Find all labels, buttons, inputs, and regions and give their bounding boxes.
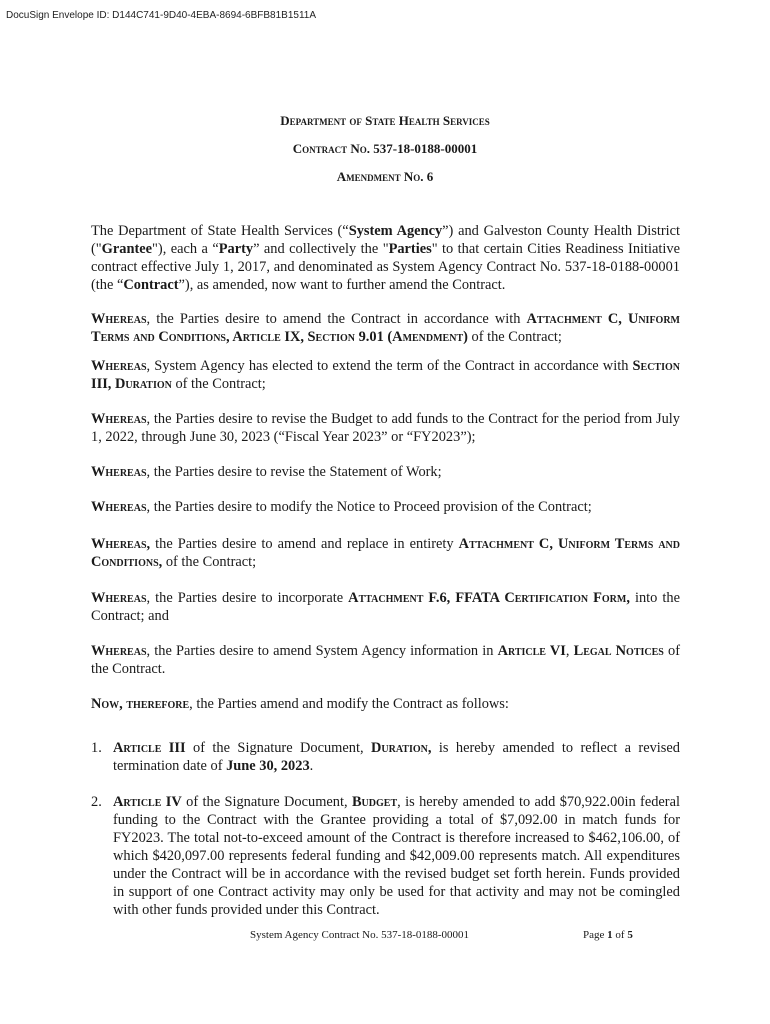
whereas-label: Whereas [91,411,147,427]
whereas-label: Whereas [91,643,147,659]
item-1-date: June 30, 2023 [226,758,310,774]
item-2-text-2: , is hereby amended to add $70,922.00in federal funding to the Contract with the Grantee providing a total of $7,092.00 in match funds for FY2023. The total not-to-exceed amount of the Contract is therefore increased to $462,106.00, of which $420,097.00 represents federal funding and $42,009.00 represents match. All expenditures under the Contract will be in accordance with the revised budget set forth herein. Funds provided in support of one Contract activity may only be used for that activity and may not be comingled with other funds provided under this Contract. [113,794,680,918]
item-number: 1. [91,740,102,756]
whereas-label: Whereas [91,464,147,480]
term-contract: Contract [123,277,179,293]
whereas-5 [91,498,680,516]
whereas-1 [91,310,680,346]
now-therefore-paragraph [91,695,680,713]
term-parties: Parties [388,241,432,257]
whereas-1-tail: of the Contract; [467,329,562,345]
intro-text-1: The Department of State Health Services (“ [91,223,349,239]
whereas-4 [91,463,680,481]
amendment-number-title: Amendment No. 6 [336,169,434,184]
whereas-6-tail: of the Contract; [162,554,257,570]
now-therefore-text: , the Parties amend and modify the Contract as follows: [189,696,509,712]
whereas-2-tail: of the Contract; [171,376,266,392]
whereas-8-separator: , [565,643,574,659]
whereas-label: Whereas [91,311,147,327]
item-body [113,793,680,919]
whereas-8-tail: of the Contract. [91,643,680,677]
whereas-8-text: , the Parties desire to amend System Agency information in [146,643,498,659]
page-current: 1 [607,929,613,941]
whereas-2 [91,357,680,393]
whereas-2-reference: Section III, Duration [91,358,680,392]
whereas-4-text: , the Parties desire to revise the Statement of Work; [146,464,442,480]
footer-page-number [583,929,633,941]
whereas-6-reference: Attachment C, Uniform Terms and Conditions, [91,536,680,570]
whereas-label: Whereas [91,358,147,374]
whereas-7-tail: into the Contract; and [91,590,680,624]
contract-number-text: Contract No. 537-18-0188-00001 [292,141,478,156]
amendment-item-1 [91,739,680,775]
whereas-7-text: , the Parties desire to incorporate [146,590,349,606]
whereas-1-text: , the Parties desire to amend the Contract in accordance with [146,311,527,327]
page-of: of [612,929,628,941]
department-title: Department of State Health Services [280,113,490,128]
whereas-8 [91,642,680,678]
item-number: 2. [91,794,102,810]
whereas-3 [91,410,680,446]
item-1-article: Article III [113,740,186,756]
whereas-1-reference: Attachment C, Uniform Terms and Conditions, Article IX, Section 9.01 (Amendment) [91,311,680,345]
term-party: Party [218,241,254,257]
intro-text-2: ”) and Galveston County Health District (" [91,223,680,257]
item-1-tail: . [309,758,314,774]
page-total: 5 [627,929,633,941]
intro-text-5: " to that certain Cities Readiness Initiative contract effective July 1, 2017, and denominated as System Agency Contract No. 537-18-0188-00001 (the “ [91,241,680,293]
intro-paragraph [91,222,680,294]
item-1-text-2: is hereby amended to reflect a revised termination date of [113,740,680,774]
item-2-section: Budget [351,794,398,810]
whereas-3-text: , the Parties desire to revise the Budget to add funds to the Contract for the period from July 1, 2022, through June 30, 2023 (“Fiscal Year 2023” or “FY2023”); [91,411,680,445]
intro-text-3: "), each a “ [152,241,219,257]
whereas-7 [91,589,680,625]
whereas-2-text: , System Agency has elected to extend the term of the Contract in accordance with [146,358,633,374]
whereas-label: Whereas [91,590,147,606]
term-system-agency: System Agency [348,223,443,239]
item-1-text: of the Signature Document, [185,740,371,756]
item-2-article: Article IV [113,794,182,810]
intro-text-6: ”), as amended, now want to further amend the Contract. [178,277,506,293]
whereas-6: Whereas, the Parties desire to amend and replace in entirety Attachment C, Uniform Terms and Conditions, of the Contract; [91,536,680,570]
whereas-8-reference-article: Article VI [497,643,566,659]
now-therefore-label: Now, therefore [91,696,190,712]
whereas-7-reference: Attachment F.6, FFATA Certification Form, [348,590,630,606]
contract-number-title [0,141,770,157]
page-label: Page [583,929,608,941]
whereas-label: Whereas [91,499,147,515]
whereas-8-reference-notices: Legal Notices [573,643,664,659]
whereas-5-text: , the Parties desire to modify the Notice to Proceed provision of the Contract; [146,499,592,515]
item-1-section: Duration, [370,740,432,756]
footer-contract-reference: System Agency Contract No. 537-18-0188-00001 [250,929,470,941]
term-grantee: Grantee [101,241,153,257]
item-2-text: of the Signature Document, [181,794,352,810]
item-body [113,739,680,775]
amendment-item-2 [91,793,680,919]
intro-text-4: ” and collectively the " [253,241,389,257]
whereas-6-text: the Parties desire to amend and replace in entirety [150,536,459,552]
whereas-label: Whereas [91,536,147,552]
docusign-envelope-id: DocuSign Envelope ID: D144C741-9D40-4EBA-8694-6BFB81B1511A [6,10,317,21]
